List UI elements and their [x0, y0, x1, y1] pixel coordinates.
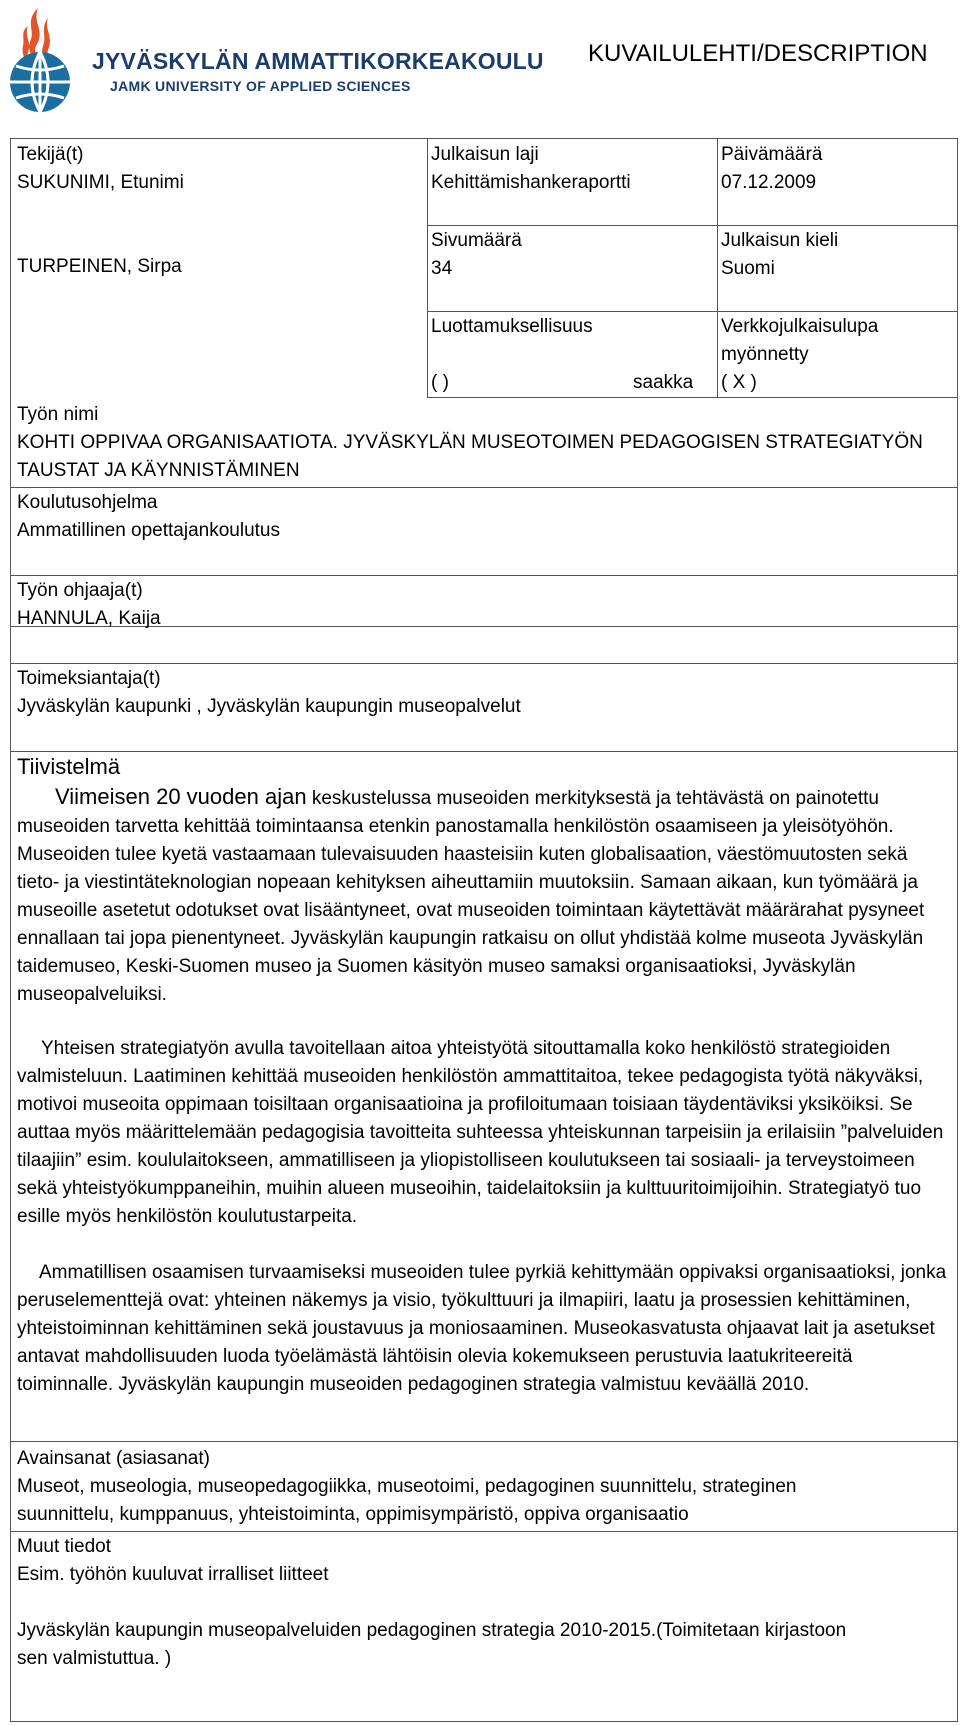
confidentiality-until: saakka: [633, 372, 694, 393]
row-divider: [11, 663, 957, 664]
language-value: Suomi: [721, 258, 775, 279]
abstract-paragraph-3: Ammatillisen osaamisen turvaamiseksi museoiden tulee pyrkiä kehittymään oppivaksi organisaatioksi, jonka peruselementtejä ovat: yhteinen näkemys ja visio, työkulttuuri ja ilmapiiri, laatu ja prosessien kehittäminen, yhteistoiminnan kehittäminen sekä joustavuus ja moniosaaminen. Museokasvatusta ohjaavat lait ja asetukset antavat mahdollisuuden luoda työelämästä lähtöisin olevia kokemukseen perustuvia laatukriteereitä toiminnalle. Jyväskylän kaupungin museoiden pedagoginen strategia valmistuu keväällä 2010.: [17, 1262, 947, 1395]
supervisor-value: HANNULA, Kaija: [17, 608, 161, 629]
abstract-paragraph-2: Yhteisen strategiatyön avulla tavoitellaan aitoa yhteistyötä sitouttamalla koko henkilöstö strategioiden valmisteluun. Laatiminen kehittää museoiden henkilöstön ammattitaitoa, tekee pedagogista työtä näkyväksi, motivoi museoita oppimaan toisiltaan organisaatioina ja profiloitumaan toisiaan täydentäviksi yksiköiksi. Se auttaa myös määrittelemään pedagogisia tavoitteita suhteessa yhteiskunnan tarpeisiin ja erilaisiin ”palveluiden tilaajiin” esim. koululaitokseen, ammatilliseen ja yliopistolliseen koulutukseen tai sosiaali- ja terveystoimeen sekä yhteistyökumppaneihin, muihin alueen museoihin, taidelaitoksiin ja kulttuuritoimijoihin. Strategiatyö tuo esille myös henkilöstön koulutustarpeita.: [17, 1038, 944, 1227]
other-line-1: Esim. työhön kuuluvat irralliset liitteet: [17, 1564, 329, 1585]
page-header: [0, 0, 960, 130]
keywords-line-1: Museot, museologia, museopedagogiikka, museotoimi, pedagoginen suunnittelu, strateginen: [17, 1476, 797, 1497]
programme-label: Koulutusohjelma: [17, 492, 158, 513]
other-line-3: sen valmistuttua. ): [17, 1648, 172, 1669]
abstract-p1-text: keskustelussa museoiden merkityksestä ja tehtävästä on painotettu museoiden tarvetta kehittää toimintaansa etenkin panostamalla henkilöstön osaamiseen ja yleisötyöhön. Museoiden tulee kyetä vastaamaan tulevaisuuden haasteisiin kuten globalisaation, väestömuutosten sekä tieto- ja viestintäteknologian nopeaan kehityksen aiheuttamiin muutoksiin. Samaan aikaan, kun työmäärä ja museoille asetetut odotukset ovat lisääntyneet, ovat museoiden toimintaan käytettävät määrärahat pysyneet ennallaan tai jopa pienentyneet. Jyväskylän kaupungin ratkaisu on ollut yhdistää kolme museota Jyväskylän taidemuseo, Keski-Suomen museo ja Suomen käsityön museo samaksi organisaatioksi, Jyväskylän museopalveluiksi.: [17, 788, 925, 1005]
row-divider: [11, 487, 957, 488]
row-divider: [11, 751, 957, 752]
pubtype-value: Kehittämishankeraportti: [431, 172, 631, 193]
author-value: TURPEINEN, Sirpa: [17, 256, 182, 277]
row-divider: [427, 311, 957, 312]
confidentiality-box: ( ): [431, 372, 449, 393]
online-label-2: myönnetty: [721, 344, 809, 365]
keywords-line-2: suunnittelu, kumppanuus, yhteistoiminta, oppimisympäristö, oppiva organisaatio: [17, 1504, 689, 1525]
online-value: ( X ): [721, 372, 757, 393]
row-divider: [11, 1441, 957, 1442]
title-line-2: TAUSTAT JA KÄYNNISTÄMINEN: [17, 460, 300, 481]
column-divider: [427, 139, 428, 397]
org-name: JYVÄSKYLÄN AMMATTIKORKEAKOULU: [92, 48, 544, 74]
supervisor-label: Työn ohjaaja(t): [17, 580, 143, 601]
document-type-title: KUVAILULEHTI/DESCRIPTION: [588, 40, 928, 67]
title-line-1: KOHTI OPPIVAA ORGANISAATIOTA. JYVÄSKYLÄN MUSEOTOIMEN PEDAGOGISEN STRATEGIATYÖN: [17, 432, 923, 453]
abstract-label: Tiivistelmä: [17, 754, 121, 779]
other-label: Muut tiedot: [17, 1536, 111, 1557]
language-label: Julkaisun kieli: [721, 230, 839, 251]
author-format: SUKUNIMI, Etunimi: [17, 172, 184, 193]
abstract-lead: Viimeisen 20 vuoden ajan: [55, 784, 307, 809]
date-label: Päivämäärä: [721, 144, 823, 165]
pages-value: 34: [431, 258, 453, 279]
commissioner-label: Toimeksiantaja(t): [17, 668, 161, 689]
keywords-label: Avainsanat (asiasanat): [17, 1448, 210, 1469]
other-line-2: Jyväskylän kaupungin museopalveluiden pedagoginen strategia 2010-2015.(Toimitetaan kirjastoon: [17, 1620, 847, 1641]
org-name-en: JAMK UNIVERSITY OF APPLIED SCIENCES: [110, 78, 411, 94]
abstract-paragraph-1: [17, 783, 949, 1009]
title-label: Työn nimi: [17, 404, 99, 425]
pubtype-label: Julkaisun laji: [431, 144, 539, 165]
pages-label: Sivumäärä: [431, 230, 522, 251]
row-divider: [427, 225, 957, 226]
date-value: 07.12.2009: [721, 172, 817, 193]
row-divider: [11, 1531, 957, 1532]
jamk-logo-icon: [2, 4, 80, 114]
commissioner-value: Jyväskylän kaupunki , Jyväskylän kaupungin museopalvelut: [17, 696, 521, 717]
row-divider: [11, 575, 957, 576]
online-label: Verkkojulkaisulupa: [721, 316, 879, 337]
description-form: [10, 138, 958, 1722]
confidentiality-label: Luottamuksellisuus: [431, 316, 593, 337]
author-label: Tekijä(t): [17, 144, 84, 165]
programme-value: Ammatillinen opettajankoulutus: [17, 520, 280, 541]
column-divider: [717, 139, 718, 397]
